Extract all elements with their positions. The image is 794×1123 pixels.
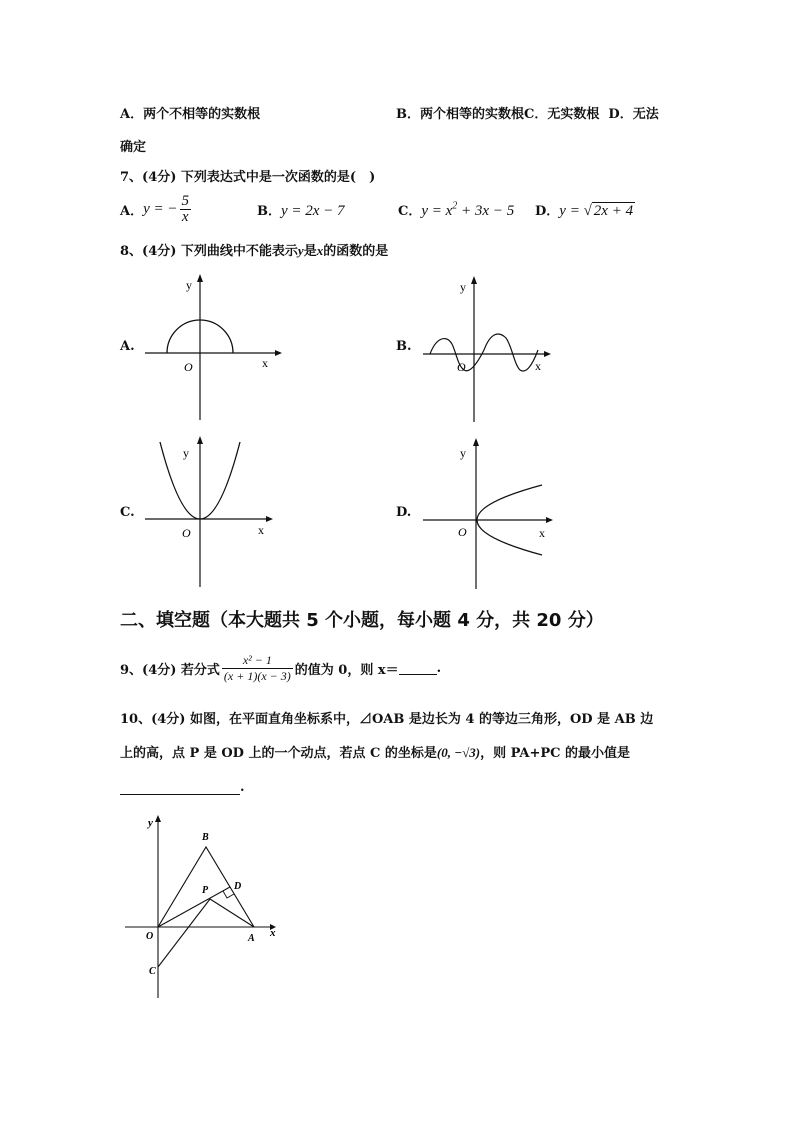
q10-point-p: P: [202, 885, 209, 896]
graph-c-y-label: y: [183, 446, 189, 460]
graph-d: [418, 434, 568, 592]
q7-c-lhs: y = x: [421, 203, 453, 219]
q8-var-y: y: [297, 243, 304, 258]
graph-b-label: B.: [396, 339, 412, 354]
graph-d-x-label: x: [539, 526, 545, 540]
q7-option-b: [257, 200, 345, 220]
q8-stem-mid: 是: [303, 244, 317, 259]
graph-a-x-arrow: [275, 350, 282, 356]
q10-segment-pc: [158, 899, 210, 967]
q7-c-rest: + 3x − 5: [457, 203, 515, 219]
q7-a-fraction: [180, 194, 192, 225]
graph-c-x-label: x: [258, 523, 264, 537]
graph-c-y-arrow: [197, 436, 203, 444]
graph-a-x-label: x: [262, 356, 268, 370]
graph-b-x-label: x: [535, 359, 541, 373]
q9-pre: 9、(4分) 若分式: [120, 662, 220, 678]
section-2-title: 二、填空题（本大题共 5 个小题，每小题 4 分，共 20 分）: [120, 610, 604, 631]
q6-option-d-cont: 确定: [120, 140, 147, 155]
q7-stem: 7、(4分) 下列表达式中是一次函数的是( ): [120, 170, 376, 185]
q10-line2-post: ，则 PA+PC 的最小值是: [480, 746, 631, 761]
q9: [120, 648, 441, 688]
q8-var-x: x: [316, 243, 324, 258]
q6-option-b: B．两个相等的实数根: [396, 107, 524, 122]
q7-a-den: x: [181, 208, 189, 225]
q9-den: (x + 1)(x − 3): [223, 668, 291, 683]
graph-c: [140, 432, 290, 592]
q10-y-arrow: [155, 815, 161, 822]
q6-option-c: C．无实数根: [524, 107, 600, 122]
q10-end: .: [240, 780, 245, 795]
q7-a-num: 5: [181, 192, 189, 209]
graph-b-y-label: y: [460, 280, 466, 294]
q10-answer-blank[interactable]: [120, 780, 240, 795]
q6-option-a: A．两个不相等的实数根: [120, 107, 261, 122]
graph-d-x-arrow: [546, 517, 553, 523]
graph-d-y-label: y: [460, 446, 466, 460]
graph-c-label: C.: [120, 505, 135, 520]
graph-b-x-arrow: [544, 351, 551, 357]
q7-a-lhs: y = −: [143, 200, 178, 217]
q10-segment-od: [158, 887, 230, 927]
graph-d-origin: O: [458, 525, 467, 539]
graph-b-origin: O: [457, 360, 466, 374]
q10-coordinate: (0, −√3): [436, 745, 481, 760]
q9-num: x² − 1: [222, 653, 293, 669]
q9-post: 的值为 0，则 x＝: [294, 662, 399, 678]
q8-stem: [120, 240, 388, 259]
q7-d-lhs: y =: [559, 203, 584, 219]
q7-option-d: D．y = √ 2x + 4: [535, 203, 634, 219]
q10-point-c: C: [149, 966, 156, 977]
q8-stem-post: 的函数的是: [323, 244, 389, 259]
q10-point-a: A: [248, 933, 255, 944]
graph-d-y-arrow: [473, 438, 479, 446]
q7-c-exp: 2: [452, 200, 458, 212]
q10-point-b: B: [202, 832, 209, 843]
q10-right-angle-mark: [223, 891, 234, 898]
q7-b-expr: y = 2x − 7: [281, 203, 345, 219]
q10-x-label: x: [270, 927, 276, 939]
graph-a-y-label: y: [186, 278, 192, 292]
graph-a-label: A.: [120, 339, 135, 354]
graph-b-y-arrow: [471, 276, 477, 284]
q7-d-label: D．: [535, 204, 560, 219]
q10-line2: [120, 742, 630, 761]
q7-b-label: B．: [257, 204, 281, 219]
q10-point-d: D: [234, 881, 242, 892]
q10-line2-pre: 上的高，点 P 是 OD 上的一个动点，若点 C 的坐标是: [120, 746, 437, 761]
graph-b-sine-curve: [430, 334, 538, 371]
q10-answer-line: [120, 780, 245, 795]
q7-option-c: [398, 200, 514, 220]
q10-segment-pa: [210, 899, 254, 927]
graph-d-label: D.: [396, 505, 412, 520]
q10-figure: [120, 812, 290, 1007]
graph-c-x-arrow: [266, 516, 273, 522]
q7-d-radicand: 2x + 4: [593, 203, 634, 219]
graph-a: [140, 270, 290, 428]
q6-option-bc: [396, 103, 659, 122]
graph-a-y-arrow: [197, 274, 203, 282]
q7-a-label: A．: [120, 203, 144, 219]
q9-fraction: [222, 653, 293, 684]
q6-option-d: D．无法: [608, 107, 659, 122]
q10-y-label: y: [148, 817, 153, 829]
q8-stem-pre: 8、(4分) 下列曲线中不能表示: [120, 244, 298, 259]
q10-line1: 10、(4分) 如图，在平面直角坐标系中，⊿OAB 是边长为 4 的等边三角形，OD 是 AB 边: [120, 712, 654, 727]
q9-end: .: [436, 660, 442, 676]
q10-point-o: O: [146, 931, 154, 942]
q7-c-label: C．: [398, 204, 422, 219]
q7-options: [120, 190, 193, 228]
q9-answer-blank[interactable]: [399, 662, 437, 675]
graph-c-origin: O: [182, 526, 191, 540]
graph-b: [418, 272, 568, 427]
graph-a-origin: O: [184, 360, 193, 374]
